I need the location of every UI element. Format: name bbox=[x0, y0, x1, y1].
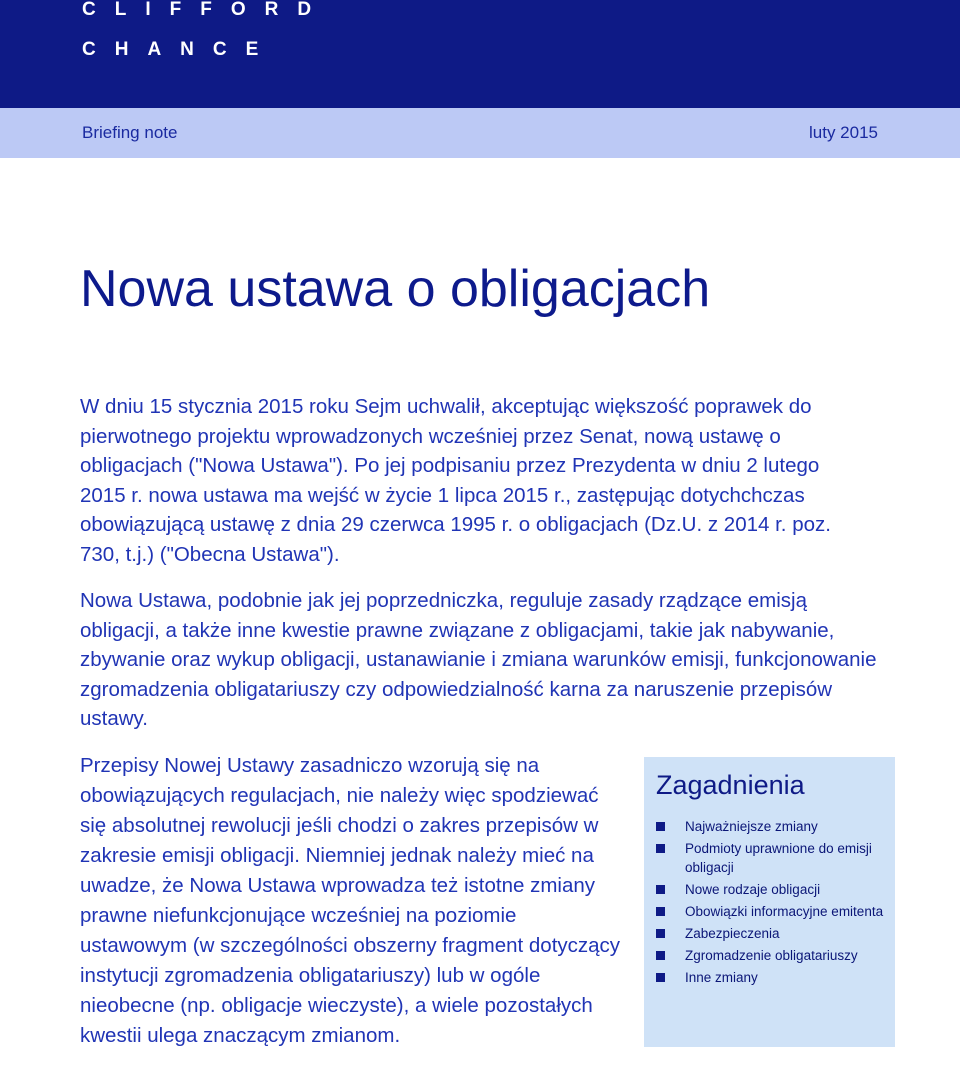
topic-label: Obowiązki informacyjne emitenta bbox=[685, 904, 884, 919]
topics-sidebar bbox=[644, 757, 895, 1047]
topic-label: Najważniejsze zmiany bbox=[685, 819, 818, 834]
intro-paragraph: W dniu 15 stycznia 2015 roku Sejm uchwalił, akceptując większość poprawek do pierwotnego projektu wprowadzonych wcześniej przez Senat, nową ustawę o obligacjach ("Nowa Ustawa"). Po jej podpisaniu przez Prezydenta w dniu 2 lutego 2015 r. nowa ustawa ma wejść w życie 1 lipca 2015 r., zastępując dotychchczas obowiązującą ustawę z dnia 29 czerwca 1995 r. o obligacjach (Dz.U. z 2014 r. poz. 730, t.j.) ("Obecna Ustawa"). bbox=[80, 395, 831, 566]
topic-label: Inne zmiany bbox=[685, 970, 758, 985]
square-bullet-icon bbox=[656, 844, 665, 853]
logo-line-chance: CHANCE bbox=[82, 39, 278, 60]
square-bullet-icon bbox=[656, 929, 665, 938]
topic-item bbox=[656, 968, 888, 987]
topic-item bbox=[656, 817, 888, 836]
page-title: Nowa ustawa o obligacjach bbox=[80, 260, 711, 318]
topics-list bbox=[656, 817, 888, 990]
topic-label: Zabezpieczenia bbox=[685, 926, 780, 941]
logo-line-clifford: CLIFFORD bbox=[82, 0, 331, 20]
topic-item bbox=[656, 902, 888, 921]
topic-item bbox=[656, 880, 888, 899]
second-paragraph: Nowa Ustawa, podobnie jak jej poprzedniczka, reguluje zasady rządzące emisją obligacji, a także inne kwestie prawne związane z obligacjami, takie jak nabywanie, zbywanie oraz wykup obligacji, ustanawianie i zmiana warunków emisji, funkcjonowanie zgromadzenia obligatariuszy czy odpowiedzialność karna za naruszenie przepisów ustawy. bbox=[80, 589, 877, 730]
square-bullet-icon bbox=[656, 885, 665, 894]
topic-item bbox=[656, 839, 888, 877]
topic-item bbox=[656, 924, 888, 943]
square-bullet-icon bbox=[656, 822, 665, 831]
square-bullet-icon bbox=[656, 907, 665, 916]
topic-label: Nowe rodzaje obligacji bbox=[685, 882, 821, 897]
topic-label: Podmioty uprawnione do emisji obligacji bbox=[685, 841, 872, 875]
third-paragraph: Przepisy Nowej Ustawy zasadniczo wzorują się na obowiązujących regulacjach, nie należy więc spodziewać się absolutnej rewolucji jeśli chodzi o zakres przepisów w zakresie emisji obligacji. Niemniej jednak należy mieć na uwadze, że Nowa Ustawa wprowadza też istotne zmiany prawne niefunkcjonujące wcześniej na poziomie ustawowym (w szczególności obszerny fragment dotyczący instytucji zgromadzenia obligatariuszy) lub w ogóle nieobecne (np. obligacje wieczyste), a wiele pozostałych kwestii ulega znaczącym zmianom. bbox=[80, 754, 621, 1047]
briefing-label: Briefing note bbox=[82, 123, 178, 142]
topic-item bbox=[656, 946, 888, 965]
sidebar-title: Zagadnienia bbox=[656, 770, 805, 800]
square-bullet-icon bbox=[656, 973, 665, 982]
square-bullet-icon bbox=[656, 951, 665, 960]
briefing-date: luty 2015 bbox=[809, 123, 878, 142]
topic-label: Zgromadzenie obligatariuszy bbox=[685, 948, 858, 963]
